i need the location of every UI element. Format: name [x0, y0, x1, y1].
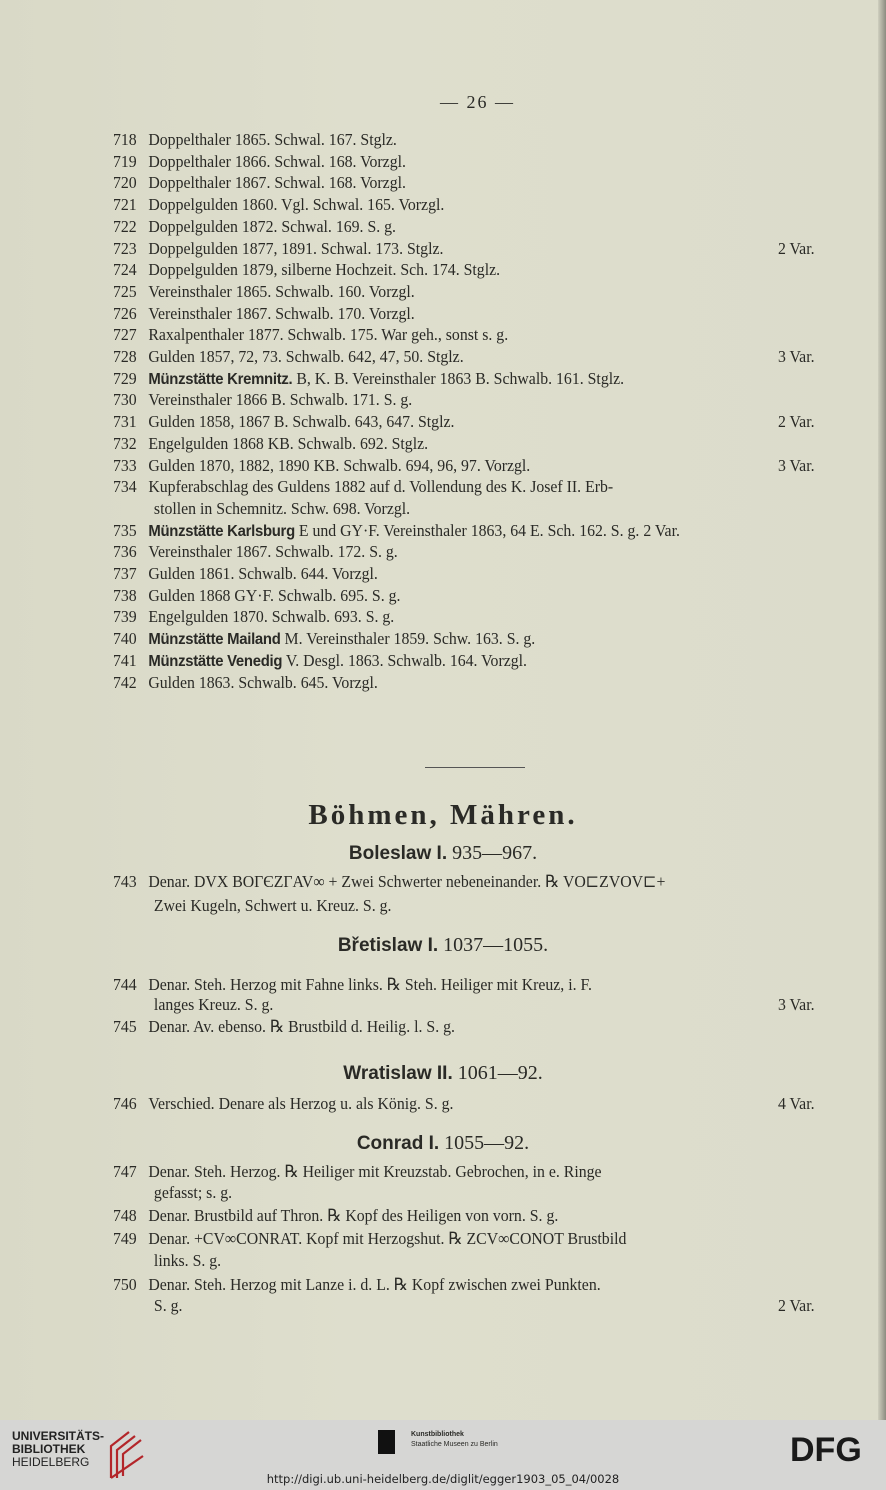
ruler-heading: [0, 1131, 886, 1156]
ruler-heading: [0, 841, 886, 866]
variant-count: 4 Var.: [777, 1094, 815, 1113]
kb-line1: Kunstbibliothek: [411, 1431, 464, 1438]
entry-text: Doppelgulden 1879, silberne Hochzeit. Sch. 174. Stglz.: [148, 260, 501, 280]
entry-number: 743: [113, 872, 137, 891]
catalog-entry: [113, 173, 820, 193]
entry-text: Doppelgulden 1877, 1891. Schwal. 173. Stglz.: [148, 238, 444, 258]
entry-text: E und GY·F. Vereinsthaler 1863, 64 E. Sch. 162. S. g. 2 Var.: [294, 520, 680, 540]
entry-text: Vereinsthaler 1867. Schwalb. 170. Vorzgl.: [148, 303, 415, 323]
ruler-heading: [0, 933, 886, 958]
ruler-name: Boleslaw I.: [348, 843, 448, 864]
entry-continuation: [113, 499, 861, 519]
catalog-entry: [113, 325, 820, 345]
footer-bar: [0, 1420, 886, 1490]
entry-number: 725: [113, 281, 137, 301]
entry-number: 724: [113, 260, 137, 280]
entry-number: 728: [113, 347, 137, 366]
entry-number: 736: [113, 542, 137, 562]
catalog-entry: [113, 152, 820, 172]
entry-text: Denar. Steh. Herzog mit Fahne links. ℞ Steh. Heiliger mit Kreuz, i. F.: [148, 975, 592, 994]
entry-number: 734: [113, 477, 137, 497]
ruler-heading: [0, 1061, 886, 1086]
kunstbibliothek-emblem-icon: [378, 1430, 395, 1454]
catalog-entry: [113, 412, 820, 432]
entry-text: Doppelthaler 1867. Schwal. 168. Vorzgl.: [148, 173, 406, 193]
variant-count: 3 Var.: [777, 347, 815, 366]
ruler-dates: 935—967.: [447, 842, 538, 864]
ruler-dates: 1037—1055.: [438, 934, 549, 956]
entry-text: Denar. Av. ebenso. ℞ Brustbild d. Heilig. l. S. g.: [148, 1017, 455, 1036]
entry-number: 749: [113, 1229, 137, 1248]
section-divider: [425, 767, 525, 768]
ub-line3: HEIDELBERG: [12, 1455, 90, 1469]
entry-text: Doppelthaler 1865. Schwal. 167. Stglz.: [148, 130, 397, 149]
entry-number: 729: [113, 368, 137, 388]
entry-number: 721: [113, 195, 137, 215]
entry-text: B, K. B. Vereinsthaler 1863 B. Schwalb. 161. Stglz.: [292, 368, 625, 388]
variant-count: 2 Var.: [777, 238, 815, 258]
ruler-dates: 1061—92.: [452, 1062, 543, 1084]
page-edge-shadow: [878, 0, 886, 1420]
catalog-entry: [113, 239, 820, 259]
catalog-entry: [113, 1229, 820, 1249]
page-number: — 26 —: [440, 92, 515, 112]
catalog-entry: [113, 607, 820, 627]
kb-line2: Staatliche Museen zu Berlin: [411, 1441, 498, 1448]
mint-name: Münzstätte Karlsburg: [148, 522, 295, 540]
entry-text: Zwei Kugeln, Schwert u. Kreuz. S. g.: [153, 896, 392, 915]
catalog-entry: [113, 521, 820, 542]
entry-continuation: [113, 1251, 861, 1271]
entry-text: Denar. DVX BOΓЄZΓAV∞ + Zwei Schwerter nebeneinander. ℞ VO⊏ZVOV⊏+: [148, 872, 666, 891]
catalog-entry: [113, 304, 820, 324]
entry-continuation: [113, 1296, 861, 1316]
catalog-entry: [113, 456, 820, 476]
entry-text: Engelgulden 1870. Schwalb. 693. S. g.: [148, 607, 395, 627]
entry-number: 746: [113, 1094, 137, 1113]
catalog-entry: [113, 195, 820, 215]
entry-text: Denar. Brustbild auf Thron. ℞ Kopf des Heiligen von vorn. S. g.: [148, 1206, 559, 1225]
dfg-logo[interactable]: DFG: [790, 1431, 862, 1469]
catalog-entry: [113, 217, 820, 237]
entry-text: stollen in Schemnitz. Schw. 698. Vorzgl.: [153, 498, 411, 518]
catalog-entry: [113, 347, 820, 367]
ub-line2: BIBLIOTHEK: [12, 1442, 86, 1456]
entry-number: 748: [113, 1206, 137, 1225]
entry-text: Denar. Steh. Herzog mit Lanze i. d. L. ℞ Kopf zwischen zwei Punkten.: [148, 1275, 601, 1294]
entry-number: 722: [113, 216, 137, 236]
entry-text: langes Kreuz. S. g.: [153, 995, 274, 1014]
ub-line1: UNIVERSITÄTS-: [12, 1429, 105, 1443]
catalog-entry: [113, 542, 820, 562]
entry-text: Vereinsthaler 1867. Schwalb. 172. S. g.: [148, 542, 398, 562]
entry-text: Raxalpenthaler 1877. Schwalb. 175. War geh., sonst s. g.: [148, 325, 509, 345]
entry-number: 735: [113, 520, 137, 540]
entry-number: 726: [113, 303, 137, 323]
entry-number: 720: [113, 173, 137, 193]
entry-text: Doppelgulden 1860. Vgl. Schwal. 165. Vorzgl.: [148, 195, 445, 215]
catalog-entry: [113, 975, 820, 995]
catalog-entry: [113, 130, 820, 150]
catalog-entry: [113, 1094, 820, 1114]
catalog-entry: [113, 651, 820, 672]
entry-text: S. g.: [153, 1296, 183, 1315]
ub-heidelberg-logo[interactable]: [12, 1430, 104, 1469]
entry-number: 737: [113, 564, 137, 583]
entry-text: Denar. +CV∞CONRAT. Kopf mit Herzogshut. ℞ ZCV∞CONOT Brustbild: [148, 1229, 627, 1248]
catalog-entry: [113, 1017, 820, 1037]
catalog-entry: [113, 673, 820, 693]
entry-number: 719: [113, 151, 137, 171]
entry-continuation: [113, 896, 861, 916]
entry-text: Doppelthaler 1866. Schwal. 168. Vorzgl.: [148, 151, 406, 171]
variant-count: 2 Var.: [777, 1296, 815, 1315]
entry-text: Gulden 1863. Schwalb. 645. Vorzgl.: [148, 672, 378, 692]
catalog-entry: [113, 390, 820, 410]
section-title: Böhmen, Mähren.: [308, 799, 578, 831]
catalog-entry: [113, 260, 820, 280]
mint-name: Münzstätte Venedig: [148, 652, 283, 670]
ruler-name: Břetislaw I.: [337, 935, 439, 956]
entry-number: 750: [113, 1275, 137, 1294]
entry-text: gefasst; s. g.: [153, 1183, 233, 1202]
entry-number: 727: [113, 325, 137, 345]
catalog-entry: [113, 586, 820, 606]
entry-text: Denar. Steh. Herzog. ℞ Heiliger mit Kreuzstab. Gebrochen, in e. Ringe: [148, 1162, 602, 1181]
entry-number: 731: [113, 412, 137, 432]
entry-text: Vereinsthaler 1865. Schwalb. 160. Vorzgl.: [148, 281, 415, 301]
entry-number: 723: [113, 238, 137, 258]
catalog-entry: [113, 629, 820, 650]
catalog-entry: [113, 1162, 820, 1182]
entry-text: Gulden 1868 GY·F. Schwalb. 695. S. g.: [148, 585, 401, 605]
entry-text: Kupferabschlag des Guldens 1882 auf d. Vollendung des K. Josef II. Erb-: [148, 477, 614, 497]
entry-text: M. Vereinsthaler 1859. Schw. 163. S. g.: [280, 629, 536, 649]
entry-number: 730: [113, 390, 137, 410]
entry-text: Vereinsthaler 1866 B. Schwalb. 171. S. g.: [148, 390, 413, 410]
source-url[interactable]: http://digi.ub.uni-heidelberg.de/diglit/egger1903_05_04/0028: [266, 1472, 620, 1486]
catalog-entry: [113, 477, 820, 497]
entry-continuation: [113, 995, 861, 1015]
variant-count: 2 Var.: [777, 412, 815, 432]
entry-text: Gulden 1857, 72, 73. Schwalb. 642, 47, 50. Stglz.: [148, 347, 464, 366]
variant-count: 3 Var.: [777, 995, 815, 1014]
catalog-entry: [113, 1275, 820, 1295]
entry-number: 745: [113, 1017, 137, 1036]
ruler-name: Conrad I.: [356, 1133, 440, 1154]
entry-number: 739: [113, 607, 137, 627]
entry-text: Gulden 1858, 1867 B. Schwalb. 643, 647. Stglz.: [148, 412, 455, 432]
entry-text: Gulden 1861. Schwalb. 644. Vorzgl.: [148, 564, 378, 583]
catalog-entry: [113, 282, 820, 302]
catalog-entry: [113, 1206, 820, 1226]
entry-number: 741: [113, 650, 137, 670]
catalog-entry: [113, 369, 820, 390]
entry-number: 747: [113, 1162, 137, 1181]
entry-text: links. S. g.: [153, 1251, 222, 1270]
entry-number: 733: [113, 455, 137, 475]
catalog-entry: [113, 434, 820, 454]
catalog-entry: [113, 872, 820, 892]
mint-name: Münzstätte Kremnitz.: [148, 370, 293, 388]
catalog-entry: [113, 564, 820, 584]
ruler-dates: 1055—92.: [439, 1132, 530, 1154]
entry-text: Engelgulden 1868 KB. Schwalb. 692. Stglz.: [148, 433, 429, 453]
ruler-name: Wratislaw II.: [343, 1063, 453, 1084]
entry-continuation: [113, 1183, 861, 1203]
variant-count: 3 Var.: [777, 455, 815, 475]
entry-text: Gulden 1870, 1882, 1890 KB. Schwalb. 694, 96, 97. Vorzgl.: [148, 455, 531, 475]
entry-number: 738: [113, 585, 137, 605]
entry-text: Doppelgulden 1872. Schwal. 169. S. g.: [148, 216, 397, 236]
entry-number: 732: [113, 433, 137, 453]
entry-text: Verschied. Denare als Herzog u. als König. S. g.: [148, 1094, 454, 1113]
mint-name: Münzstätte Mailand: [148, 631, 281, 649]
entry-number: 744: [113, 975, 137, 994]
entry-number: 742: [113, 672, 137, 692]
entry-number: 740: [113, 629, 137, 649]
entry-text: V. Desgl. 1863. Schwalb. 164. Vorzgl.: [282, 650, 527, 670]
entry-number: 718: [113, 130, 137, 149]
